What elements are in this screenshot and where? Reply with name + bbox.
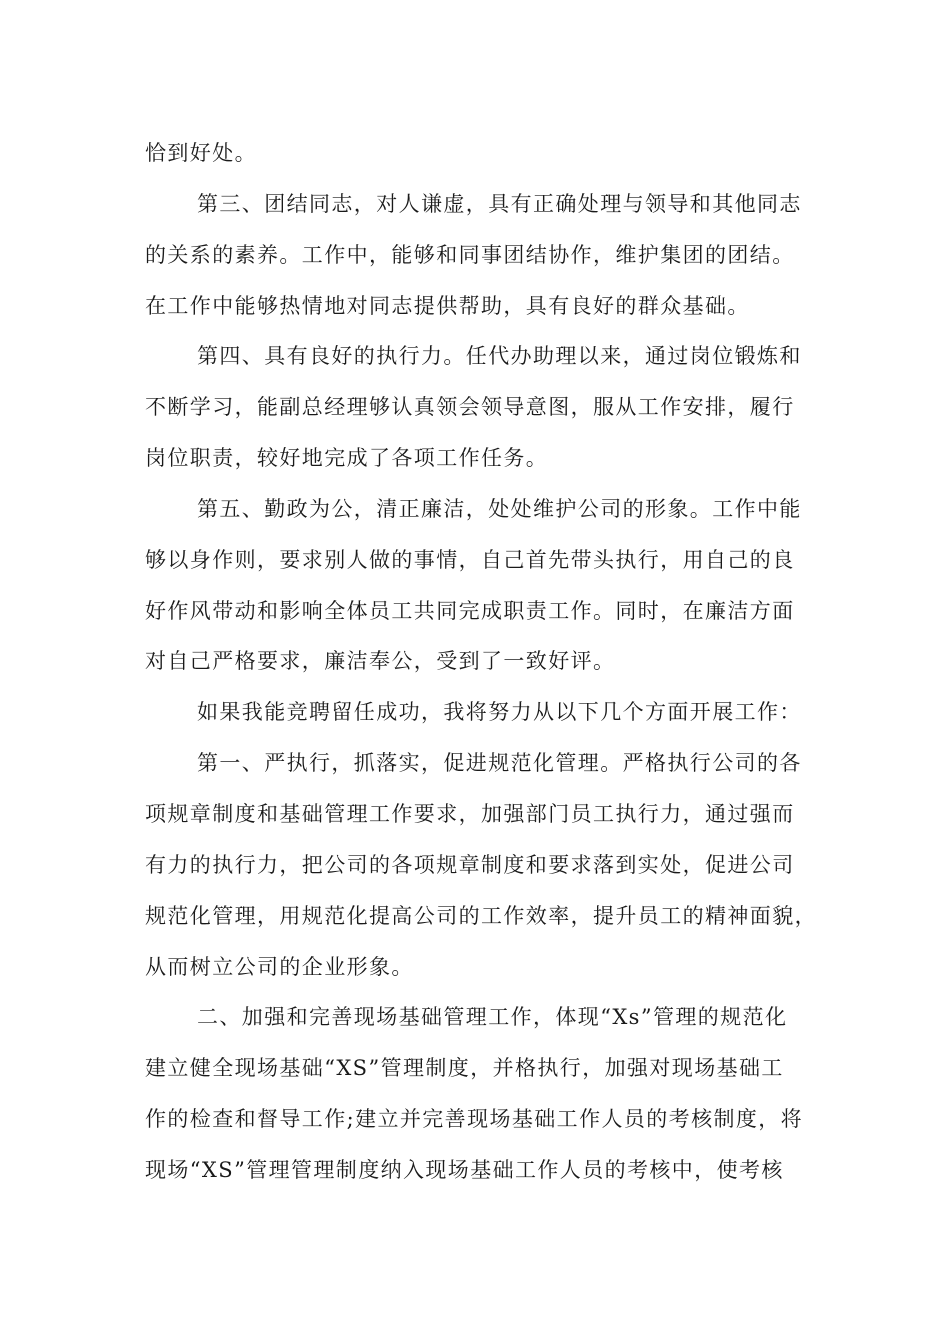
text-line: 在工作中能够热情地对同志提供帮助，具有良好的群众基础。 <box>145 293 750 318</box>
text-line: 有力的执行力，把公司的各项规章制度和要求落到实处，促进公司 <box>145 852 795 877</box>
body-text <box>145 128 825 1196</box>
text-line: 建立健全现场基础“XS”管理制度，并格执行，加强对现场基础工 <box>145 1056 784 1081</box>
text-line: 如果我能竞聘留任成功，我将努力从以下几个方面开展工作： <box>197 700 802 725</box>
text-line: 从而树立公司的企业形象。 <box>145 954 414 979</box>
text-line: 恰到好处。 <box>145 141 257 165</box>
text-line: 岗位职责，较好地完成了各项工作任务。 <box>145 446 549 471</box>
text-line: 作的检查和督导工作;建立并完善现场基础工作人员的考核制度，将 <box>145 1107 804 1132</box>
text-line: 第一、严执行，抓落实，促进规范化管理。严格执行公司的各 <box>197 751 802 776</box>
text-line: 对自己严格要求，廉洁奉公，受到了一致好评。 <box>145 649 616 674</box>
text-line: 第五、勤政为公，清正廉洁，处处维护公司的形象。工作中能 <box>197 496 802 521</box>
text-line: 项规章制度和基础管理工作要求，加强部门员工执行力，通过强而 <box>145 801 795 826</box>
text-line: 第四、具有良好的执行力。任代办助理以来，通过岗位锻炼和 <box>197 344 802 369</box>
text-line: 现场“XS”管理管理制度纳入现场基础工作人员的考核中，使考核 <box>145 1157 784 1182</box>
text-line: 好作风带动和影响全体员工共同完成职责工作。同时，在廉洁方面 <box>145 598 795 623</box>
text-line: 第三、团结同志，对人谦虚，具有正确处理与领导和其他同志 <box>197 191 802 216</box>
text-line: 够以身作则，要求别人做的事情，自己首先带头执行，用自己的良 <box>145 547 795 572</box>
text-line: 的关系的素养。工作中，能够和同事团结协作，维护集团的团结。 <box>145 242 795 267</box>
text-line: 规范化管理，用规范化提高公司的工作效率，提升员工的精神面貌， <box>145 903 817 928</box>
text-line: 不断学习，能副总经理够认真领会领导意图，服从工作安排，履行 <box>145 395 795 420</box>
text-line: 二、加强和完善现场基础管理工作，体现“Xs”管理的规范化 <box>197 1005 788 1030</box>
